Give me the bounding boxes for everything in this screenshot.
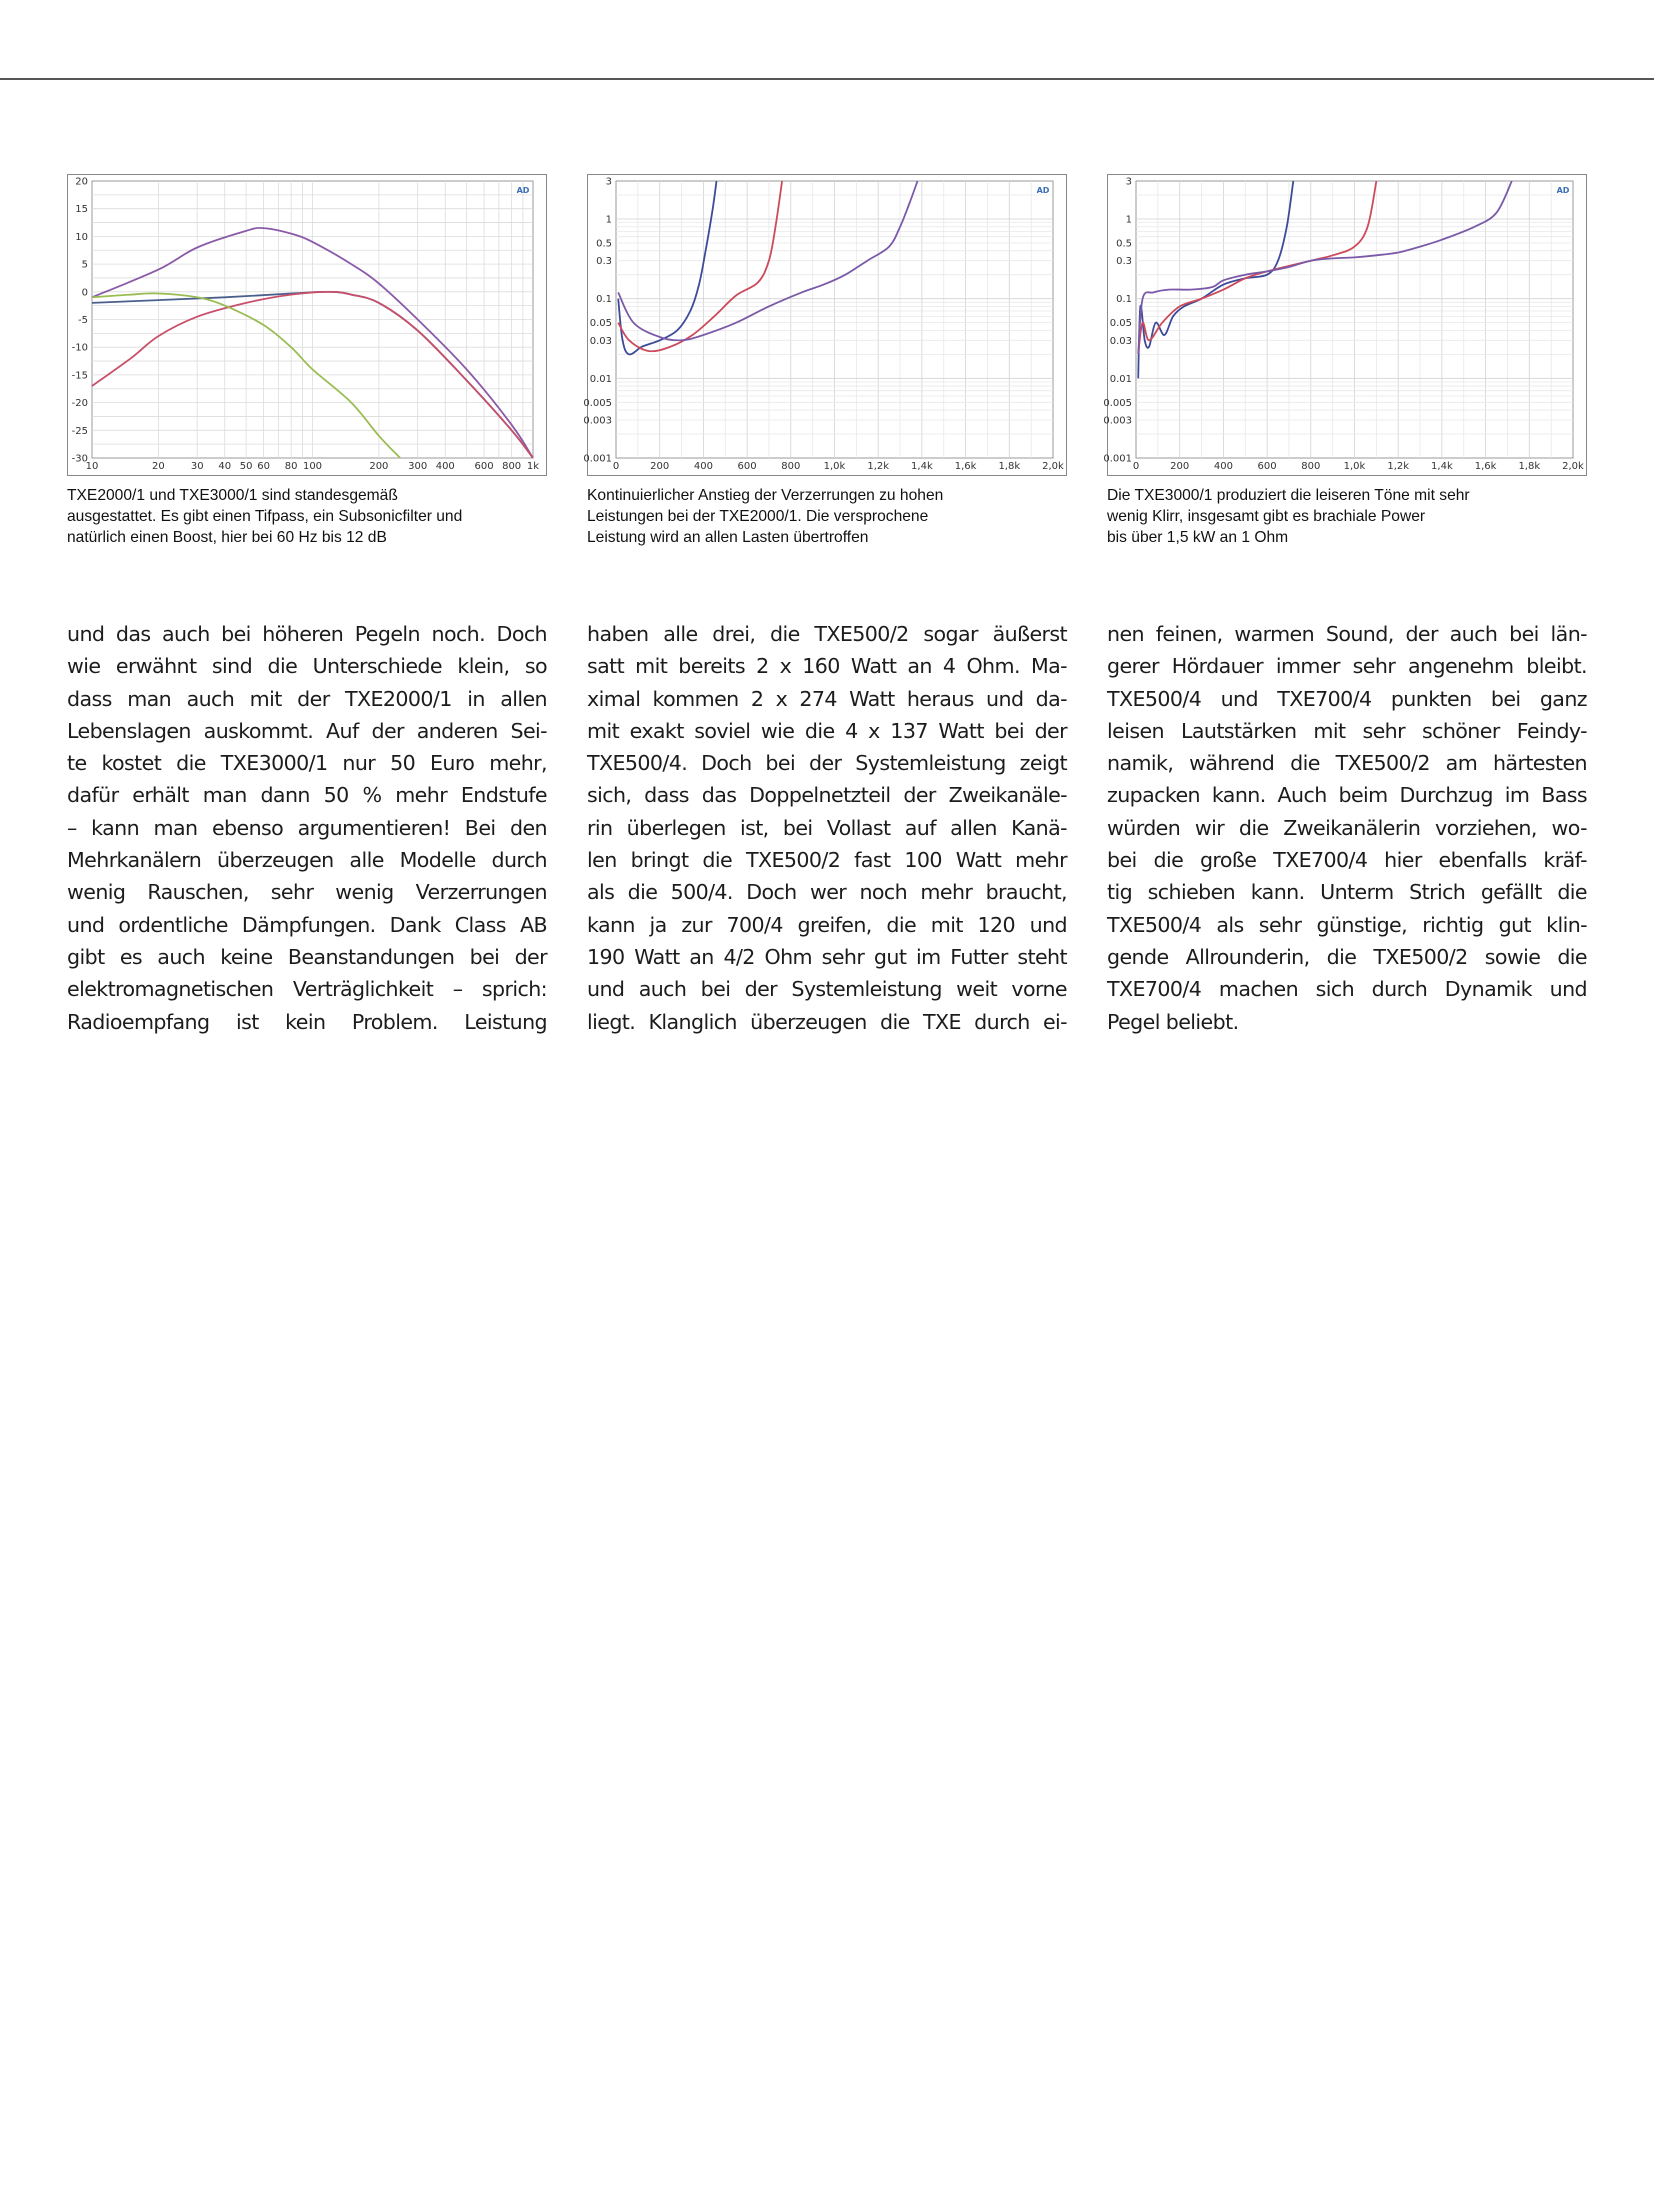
y-tick-label: -10	[71, 342, 88, 354]
x-tick-label: 1,0k	[1343, 461, 1366, 472]
caption-line: natürlich einen Boost, hier bei 60 Hz bis 12 dB	[67, 529, 387, 546]
caption-line: Die TXE3000/1 produziert die leiseren Töne mit sehr	[1107, 487, 1470, 504]
x-tick-label: 1,4k	[1431, 461, 1453, 472]
chart-logo: AD	[516, 186, 530, 195]
text-line: len bringt die TXE500/2 fast 100 Watt mehr	[587, 848, 1067, 873]
y-tick-label: -5	[78, 315, 88, 326]
text-line: und auch bei der Systemleistung weit vorne	[587, 977, 1067, 1002]
y-tick-label: 3	[605, 176, 612, 188]
text-line: TXE500/4. Doch bei der Systemleistung zeigt	[587, 751, 1067, 776]
distortion-chart-txe2000	[583, 174, 1067, 476]
y-tick-label: 0	[81, 287, 88, 299]
x-tick-label: 800	[781, 461, 801, 472]
distortion-plot-txe2000	[583, 175, 1065, 474]
x-tick-label: 400	[1213, 461, 1233, 472]
x-tick-label: 200	[369, 461, 389, 472]
text-line: leisen Lautstärken mit sehr schöner Feindy-	[1107, 718, 1587, 743]
y-tick-label: 0.003	[583, 415, 612, 427]
text-line: gende Allrounderin, die TXE500/2 sowie die	[1107, 944, 1587, 969]
text-line: – kann man ebenso argumentieren! Bei den	[67, 815, 547, 840]
y-tick-label: 0.001	[583, 453, 612, 465]
text-line: zupacken kann. Auch beim Durchzug im Bass	[1107, 783, 1587, 808]
text-line: Pegel beliebt.	[1107, 1009, 1239, 1034]
chart-caption-1	[67, 485, 557, 548]
chart-logo: AD	[1036, 186, 1050, 195]
x-tick-label: 400	[435, 461, 455, 472]
caption-line: bis über 1,5 kW an 1 Ohm	[1107, 529, 1289, 546]
y-tick-label: 0.1	[596, 294, 612, 306]
caption-line: Leistung wird an allen Lasten übertroffen	[587, 529, 869, 546]
y-tick-label: 1	[1125, 214, 1132, 226]
x-tick-label: 10	[85, 461, 99, 472]
y-tick-label: 0.03	[1109, 335, 1132, 347]
text-line: Mehrkanälern überzeugen alle Modelle durch	[67, 848, 547, 873]
text-line: tig schieben kann. Unterm Strich gefällt die	[1107, 880, 1587, 905]
text-line: dafür erhält man dann 50 % mehr Endstufe	[67, 783, 547, 808]
x-tick-label: 1,8k	[1518, 461, 1541, 472]
y-tick-label: 5	[81, 259, 88, 271]
text-line: würden wir die Zweikanälerin vorziehen, wo-	[1107, 815, 1587, 840]
x-tick-label: 2,0k	[1042, 461, 1064, 472]
text-line: wie erwähnt sind die Unterschiede klein, so	[67, 654, 547, 679]
y-tick-label: 0.005	[1103, 397, 1132, 409]
text-line: Lebenslagen auskommt. Auf der anderen Sei-	[67, 718, 547, 743]
distortion-plot-txe3000	[1103, 175, 1585, 474]
frequency-response-plot	[68, 175, 545, 474]
y-tick-label: 10	[75, 231, 88, 243]
x-tick-label: 20	[152, 461, 165, 472]
y-tick-label: -25	[71, 425, 88, 437]
x-tick-label: 1,2k	[1387, 461, 1410, 472]
header-rule	[0, 78, 1654, 80]
text-line: nen feinen, warmen Sound, der auch bei län-	[1107, 622, 1587, 646]
y-tick-label: 0.01	[1109, 373, 1132, 385]
y-tick-label: -30	[71, 453, 88, 465]
y-tick-label: 0.01	[589, 373, 612, 385]
x-tick-label: 600	[737, 461, 757, 472]
x-tick-label: 800	[502, 461, 522, 472]
y-tick-label: -15	[71, 370, 88, 382]
x-tick-label: 80	[284, 461, 298, 472]
x-tick-label: 30	[190, 461, 204, 472]
x-tick-label: 1,0k	[823, 461, 846, 472]
text-line: wenig Rauschen, sehr wenig Verzerrungen	[67, 880, 547, 905]
y-tick-label: 0.5	[596, 238, 612, 250]
y-tick-label: 0.05	[1109, 318, 1132, 330]
caption-line: Kontinuierlicher Anstieg der Verzerrungen zu hohen	[587, 487, 944, 504]
y-tick-label: 1	[605, 214, 612, 226]
text-line: Radioempfang ist kein Problem. Leistung	[67, 1009, 547, 1034]
y-tick-label: 3	[1125, 176, 1132, 188]
y-tick-label: 0.1	[1116, 294, 1132, 306]
body-text-column-2	[587, 618, 1067, 1038]
body-text-column-3	[1107, 618, 1587, 1038]
x-tick-label: 1,4k	[911, 461, 933, 472]
x-tick-label: 100	[302, 461, 323, 472]
text-line: kann ja zur 700/4 greifen, die mit 120 und	[587, 912, 1067, 937]
text-line: satt mit bereits 2 x 160 Watt an 4 Ohm. Ma-	[587, 654, 1067, 679]
text-line: TXE500/4 als sehr günstige, richtig gut klin-	[1107, 912, 1587, 937]
x-tick-label: 0	[1132, 461, 1140, 472]
x-tick-label: 600	[474, 461, 494, 472]
x-tick-label: 400	[693, 461, 713, 472]
y-tick-label: 0.3	[1116, 256, 1132, 268]
x-tick-label: 40	[218, 461, 232, 472]
text-line: mit exakt soviel wie die 4 x 137 Watt bei der	[587, 718, 1067, 743]
text-line: te kostet die TXE3000/1 nur 50 Euro mehr,	[67, 751, 547, 776]
text-line: gibt es auch keine Beanstandungen bei der	[67, 944, 547, 969]
text-line: haben alle drei, die TXE500/2 sogar äußerst	[587, 622, 1067, 646]
y-tick-label: 15	[75, 204, 88, 216]
text-line: TXE700/4 machen sich durch Dynamik und	[1107, 977, 1587, 1002]
x-tick-label: 0	[612, 461, 620, 472]
text-line: ximal kommen 2 x 274 Watt heraus und da-	[587, 686, 1067, 711]
x-tick-label: 200	[1170, 461, 1190, 472]
text-line: gerer Hördauer immer sehr angenehm bleibt.	[1107, 654, 1587, 679]
x-tick-label: 1,6k	[954, 461, 977, 472]
text-line: bei die große TXE700/4 hier ebenfalls kräf-	[1107, 848, 1587, 873]
text-line: namik, während die TXE500/2 am härtesten	[1107, 751, 1587, 776]
x-tick-label: 1,6k	[1474, 461, 1497, 472]
y-tick-label: -20	[71, 398, 88, 410]
y-tick-label: 0.005	[583, 397, 612, 409]
x-tick-label: 50	[239, 461, 253, 472]
text-line: TXE500/4 und TXE700/4 punkten bei ganz	[1107, 686, 1587, 711]
body-text-column-1	[67, 618, 547, 1038]
caption-line: TXE2000/1 und TXE3000/1 sind standesgemäß	[67, 487, 398, 504]
chart-caption-3	[1107, 485, 1597, 548]
y-tick-label: 0.003	[1103, 415, 1132, 427]
y-tick-label: 0.03	[589, 335, 612, 347]
y-tick-label: 0.3	[596, 256, 612, 268]
x-tick-label: 800	[1301, 461, 1321, 472]
text-line: rin überlegen ist, bei Vollast auf allen Kanä-	[587, 815, 1067, 840]
distortion-chart-txe3000	[1103, 174, 1587, 476]
text-line: liegt. Klanglich überzeugen die TXE durch ei-	[587, 1009, 1067, 1034]
text-line: dass man auch mit der TXE2000/1 in allen	[67, 686, 547, 711]
text-line: und ordentliche Dämpfungen. Dank Class AB	[67, 912, 547, 937]
text-line: sich, dass das Doppelnetzteil der Zweikanäle-	[587, 783, 1067, 808]
caption-line: wenig Klirr, insgesamt gibt es brachiale Power	[1107, 508, 1426, 525]
caption-line: ausgestattet. Es gibt einen Tifpass, ein Subsonicfilter und	[67, 508, 463, 525]
text-line: 190 Watt an 4/2 Ohm sehr gut im Futter steht	[587, 944, 1067, 969]
y-tick-label: 0.05	[589, 318, 612, 330]
text-line: elektromagnetischen Verträglichkeit – sprich:	[67, 977, 547, 1002]
chart-logo: AD	[1556, 186, 1570, 195]
caption-line: Leistungen bei der TXE2000/1. Die versprochene	[587, 508, 929, 525]
x-tick-label: 600	[1257, 461, 1277, 472]
x-tick-label: 60	[257, 461, 270, 472]
x-tick-label: 2,0k	[1562, 461, 1584, 472]
text-line: und das auch bei höheren Pegeln noch. Doch	[67, 622, 547, 646]
x-tick-label: 1k	[526, 461, 540, 472]
x-tick-label: 1,8k	[998, 461, 1021, 472]
text-line: als die 500/4. Doch wer noch mehr braucht,	[587, 880, 1067, 905]
x-tick-label: 1,2k	[867, 461, 890, 472]
y-tick-label: 20	[75, 176, 88, 188]
y-tick-label: 0.001	[1103, 453, 1132, 465]
frequency-response-chart	[67, 174, 547, 476]
x-tick-label: 300	[408, 461, 428, 472]
chart-caption-2	[587, 485, 1077, 548]
y-tick-label: 0.5	[1116, 238, 1132, 250]
x-tick-label: 200	[650, 461, 670, 472]
